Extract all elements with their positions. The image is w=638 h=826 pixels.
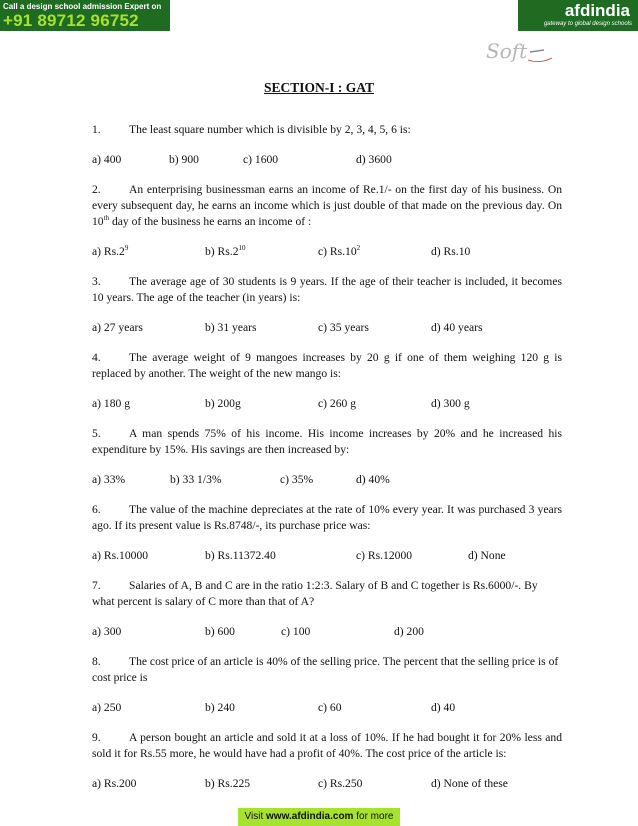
question-number: 4. <box>92 351 101 364</box>
question-2 <box>92 182 562 230</box>
question-number: 6. <box>92 503 101 516</box>
footer-more: for more <box>356 811 394 822</box>
option-a[interactable]: a) $Rs.2^9$ <box>92 244 129 258</box>
brand-tagline: gateway to global design schools <box>543 21 632 27</box>
option-c[interactable]: c) Rs.250 <box>318 777 363 790</box>
options-8 <box>92 700 562 716</box>
question-number: 3. <box>92 275 101 288</box>
option-c[interactable]: c) 35% <box>280 473 314 486</box>
option-b[interactable]: b) $Rs.2^{10}$ <box>205 244 246 258</box>
question-number: 1. <box>92 123 101 136</box>
footer-visit-banner[interactable] <box>238 808 400 826</box>
question-6 <box>92 502 562 534</box>
option-d[interactable]: d) 40 <box>431 701 456 714</box>
question-number: 7. <box>92 579 101 592</box>
option-c[interactable]: c) 260 g <box>318 397 356 410</box>
option-a[interactable]: a) 400 <box>92 153 122 166</box>
option-a[interactable]: a) 250 <box>92 701 122 714</box>
call-expert-text: Call a design school admission Expert on <box>3 2 162 11</box>
question-4 <box>92 350 562 382</box>
script-logo-icon <box>482 36 556 68</box>
option-c[interactable]: c) Rs.12000 <box>356 549 413 562</box>
footer-visit: Visit <box>244 811 264 822</box>
footer-url-link[interactable]: www.afdindia.com <box>266 811 354 822</box>
option-b[interactable]: b) 31 years <box>205 321 257 334</box>
options-5 <box>92 472 562 488</box>
option-d[interactable]: d) 40 years <box>431 321 483 334</box>
option-b[interactable]: b) 200g <box>205 397 241 410</box>
option-d[interactable]: d) 200 <box>394 625 424 638</box>
option-c[interactable]: c) 100 <box>281 625 311 638</box>
options-4 <box>92 396 562 412</box>
option-a[interactable]: a) 27 years <box>92 321 143 334</box>
question-text: The average weight of 9 mangoes increases by 20 g if one of them weighing 120 g is replaced by another. The weight of the new mango is: <box>92 351 562 380</box>
question-text: An enterprising businessman earns an income of Re.1/- on the first day of his business. On every subsequent day, he earns an income which is just double of that made on the previous day. On 10 <box>92 183 562 228</box>
afdindia-logo[interactable] <box>518 0 638 31</box>
options-7 <box>92 624 562 640</box>
option-d[interactable]: d) None of these <box>431 777 508 790</box>
question-text: The cost price of an article is 40% of the selling price. The percent that the selling price is of cost price is <box>92 655 559 684</box>
option-d[interactable]: d) 3600 <box>356 153 392 166</box>
option-a[interactable]: a) Rs.10000 <box>92 549 149 562</box>
option-c[interactable]: c) 1600 <box>243 153 279 166</box>
option-c[interactable]: c) 35 years <box>318 321 369 334</box>
option-a[interactable]: a) 300 <box>92 625 122 638</box>
question-8 <box>92 654 562 686</box>
option-b[interactable]: b) 240 <box>205 701 235 714</box>
option-a[interactable]: a) 180 g <box>92 397 130 410</box>
question-7 <box>92 578 562 610</box>
script-logo-text: Soft <box>486 39 528 63</box>
options-2 <box>92 244 562 260</box>
question-text-sup: th <box>103 214 110 222</box>
option-b[interactable]: b) Rs.225 <box>205 777 251 790</box>
options-1 <box>92 152 562 168</box>
option-d[interactable]: d) Rs.10 <box>431 245 471 258</box>
options-6 <box>92 548 562 564</box>
phone-number[interactable]: +91 89712 96752 <box>3 11 139 30</box>
option-b[interactable]: b) 900 <box>169 153 199 166</box>
option-d[interactable]: d) 300 g <box>431 397 470 410</box>
question-number: 2. <box>92 183 101 196</box>
question-1 <box>92 122 562 138</box>
question-text: The average age of 30 students is 9 years. If the age of their teacher is included, it becomes 10 years. The age of the teacher (in years) is: <box>92 275 562 304</box>
options-3 <box>92 320 562 336</box>
question-text: The value of the machine depreciates at the rate of 10% every year. It was purchased 3 years ago. If its present value is Rs.8748/-, its purchase price was: <box>92 503 562 532</box>
option-b[interactable]: b) 600 <box>205 625 235 638</box>
question-number: 9. <box>92 731 101 744</box>
question-3 <box>92 274 562 306</box>
option-c[interactable]: c) 60 <box>318 701 342 714</box>
question-text: Salaries of A, B and C are in the ratio 1:2:3. Salary of B and C together is Rs.6000/-. By what percent is salary of C more than that of A? <box>92 579 538 608</box>
question-text: A person bought an article and sold it at a loss of 10%. If he had bought it for 20% less and sold it for Rs.55 more, he would have had a profit of 40%. The cost price of the article is: <box>92 731 562 760</box>
option-c[interactable]: c) $Rs.10^2$ <box>318 244 361 258</box>
question-text: The least square number which is divisible by 2, 3, 4, 5, 6 is: <box>129 123 411 136</box>
question-text: A man spends 75% of his income. His income increases by 20% and he increased his expenditure by 15%. His savings are then increased by: <box>92 427 562 456</box>
option-b[interactable]: b) 33 1/3% <box>170 473 222 486</box>
option-a[interactable]: a) Rs.200 <box>92 777 137 790</box>
question-list <box>92 122 562 792</box>
call-expert-banner[interactable] <box>0 0 170 31</box>
question-text-end: day of the business he earns an income of : <box>109 215 312 228</box>
section-title: SECTION-I : GAT <box>263 80 375 95</box>
brand-name: afdindia <box>564 1 630 20</box>
option-a[interactable]: a) 33% <box>92 473 126 486</box>
question-5 <box>92 426 562 458</box>
question-9 <box>92 730 562 762</box>
options-9 <box>92 776 562 792</box>
option-d[interactable]: d) None <box>468 549 506 562</box>
question-number: 8. <box>92 655 101 668</box>
option-d[interactable]: d) 40% <box>356 473 390 486</box>
question-number: 5. <box>92 427 101 440</box>
option-b[interactable]: b) Rs.11372.40 <box>205 549 276 562</box>
